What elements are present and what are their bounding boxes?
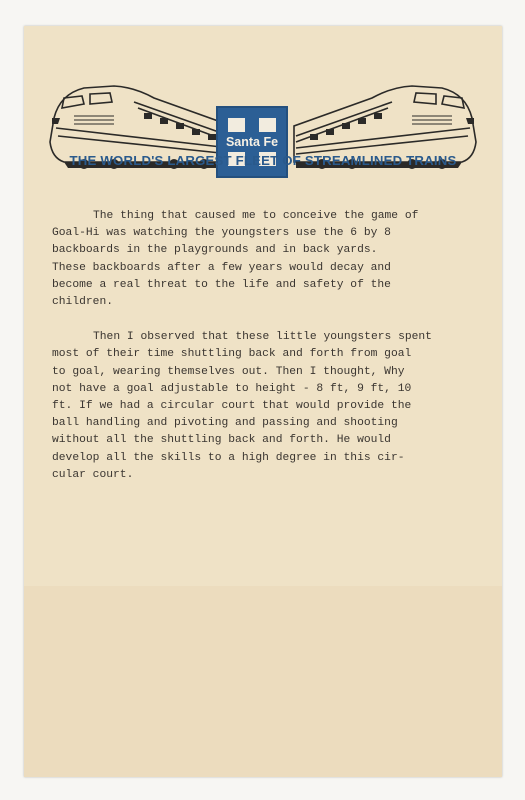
letterhead-tagline: THE WORLD'S LARGEST FLEET OF STREAMLINED TRAINS [69,153,457,168]
letter-body [52,208,492,502]
paragraph-1: The thing that caused me to conceive the game of Goal-Hi was watching the youngsters use the 6 by 8 backboards in the playgrounds and in back yards. These backboards after a few years would decay and become a real threat to the life and safety of the children. [52,210,419,309]
letter-page [24,26,502,777]
paper-fold-area [24,586,502,777]
logo-text: Santa Fe [225,135,279,149]
paragraph-2: Then I observed that these little youngsters spent most of their time shuttling back and forth from goal to goal, wearing themselves out. Then I thought, Why not have a goal adjustable to height - 8 ft, 9 ft, 10 ft. If we had a circular court that would provide the ball handling and pivoting and passing and shooting without all the shuttling back and forth. He would develop all the skills to a high degree in this cir- cular court. [52,331,432,481]
